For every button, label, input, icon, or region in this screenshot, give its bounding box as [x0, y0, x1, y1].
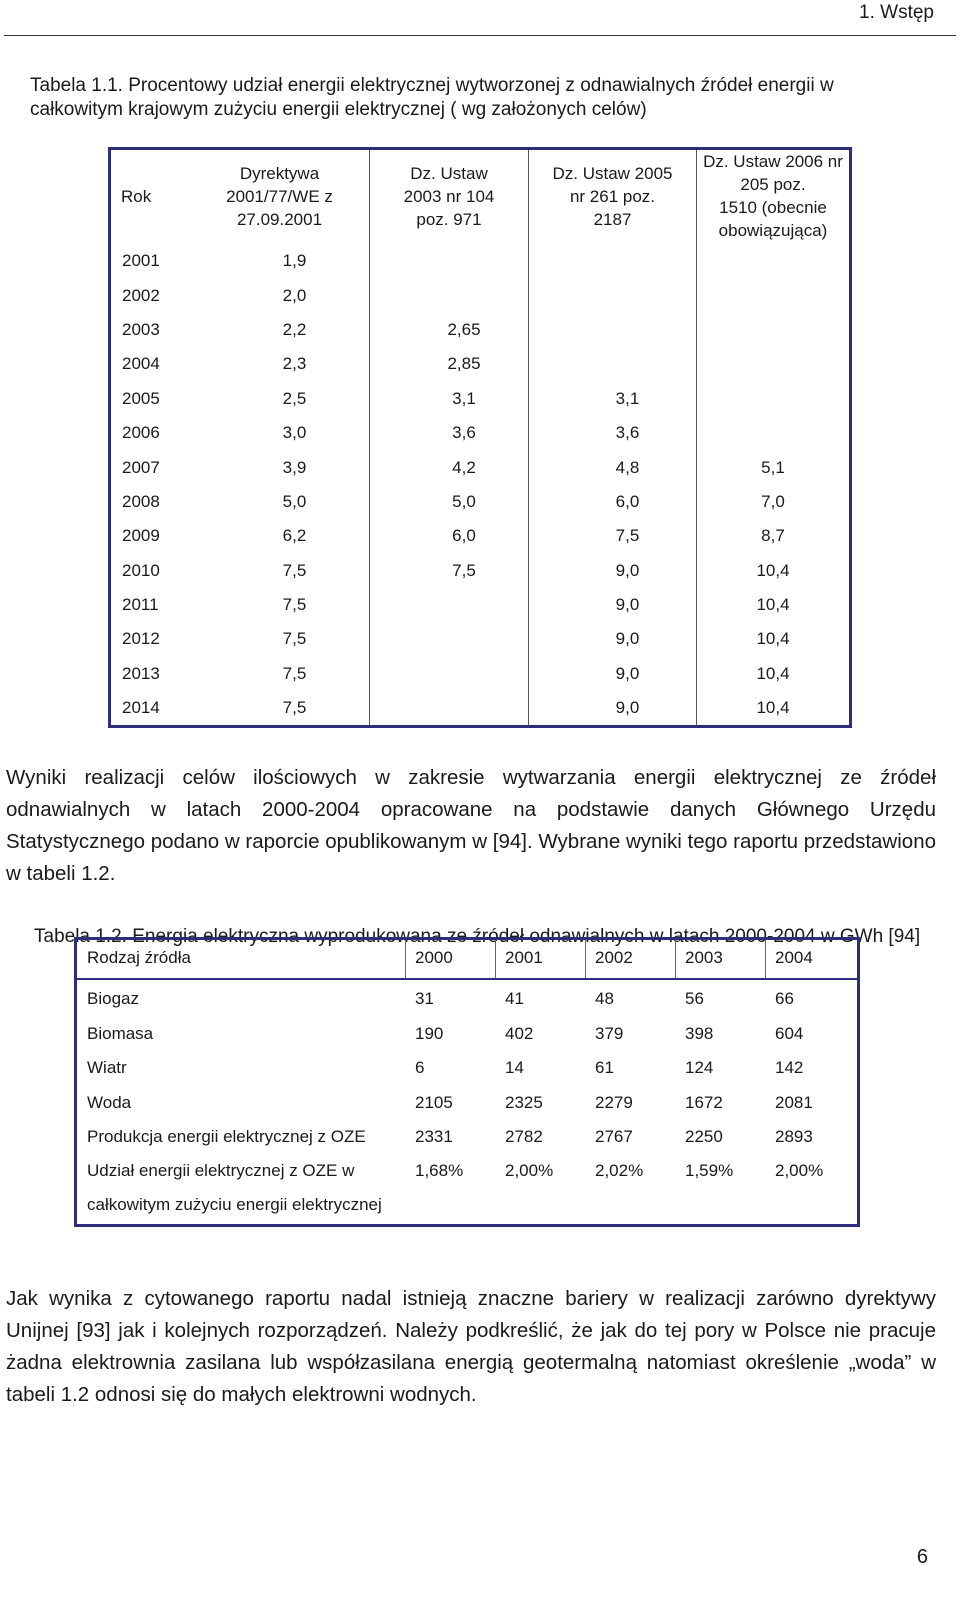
value-cell: 124	[685, 1058, 714, 1077]
header-line: obowiązująca)	[718, 221, 828, 240]
ustaw-2003-cell	[370, 278, 529, 312]
ustaw-2006-cell: 8,7	[697, 519, 851, 553]
table-row	[110, 588, 851, 622]
year-cell: 2002	[122, 285, 160, 305]
header-ustaw-2005	[529, 149, 697, 243]
ustaw-2003-cell	[370, 691, 529, 727]
ustaw-2005-cell: 9,0	[529, 622, 697, 656]
header-year: Rok	[121, 186, 152, 206]
header-year: 2002	[595, 948, 633, 967]
header-line: 2001/77/WE z	[226, 186, 333, 206]
ustaw-2005-cell: 9,0	[529, 657, 697, 691]
value-cell: 61	[595, 1058, 614, 1077]
table-row	[110, 485, 851, 519]
year-cell: 2005	[122, 388, 160, 408]
header-ustaw-2003	[370, 149, 529, 243]
value-cell: 190	[415, 1024, 444, 1043]
table1-header-row	[110, 149, 851, 243]
ustaw-2006-cell	[697, 313, 851, 347]
table-row	[110, 657, 851, 691]
column-separator	[495, 940, 496, 978]
value-cell: 31	[415, 989, 434, 1008]
table-row	[110, 519, 851, 553]
dyrektywa-cell: 2,2	[282, 319, 307, 339]
header-year: 2001	[505, 948, 543, 967]
ustaw-2006-cell: 10,4	[697, 622, 851, 656]
ustaw-2006-cell	[697, 416, 851, 450]
table2-header-divider	[77, 978, 857, 980]
header-line: poz. 971	[416, 209, 482, 229]
energy-production-table	[74, 937, 860, 1227]
ustaw-2003-cell	[370, 622, 529, 656]
table-row	[110, 554, 851, 588]
section-header: 1. Wstęp	[859, 2, 934, 23]
value-cell: 1672	[685, 1093, 723, 1112]
page-number: 6	[916, 1546, 928, 1568]
header-line: Dyrektywa	[239, 163, 320, 183]
table-row	[110, 450, 851, 484]
dyrektywa-cell: 5,0	[282, 491, 307, 511]
ustaw-2005-cell: 3,1	[529, 382, 697, 416]
renewable-share-table	[108, 147, 852, 728]
value-cell: 2105	[415, 1093, 453, 1112]
ustaw-2003-cell: 3,1	[370, 382, 529, 416]
share-value: 1,59%	[685, 1161, 734, 1180]
header-source: Rodzaj źródła	[87, 948, 191, 967]
ustaw-2006-cell	[697, 382, 851, 416]
header-line: 2003 nr 104	[403, 186, 495, 206]
ustaw-2006-cell: 10,4	[697, 554, 851, 588]
dyrektywa-cell: 1,9	[282, 251, 307, 271]
value-cell: 2081	[775, 1093, 813, 1112]
value-cell: 56	[685, 989, 704, 1008]
ustaw-2003-cell: 5,0	[370, 485, 529, 519]
ustaw-2003-cell: 3,6	[370, 416, 529, 450]
header-line: 1510 (obecnie	[719, 198, 827, 217]
ustaw-2006-cell	[697, 347, 851, 381]
year-cell: 2003	[122, 319, 160, 339]
ustaw-2005-cell	[529, 313, 697, 347]
header-line: Dz. Ustaw 2006 nr 205 poz.	[703, 152, 843, 194]
share-value: 2,00%	[505, 1161, 554, 1180]
ustaw-2005-cell	[529, 278, 697, 312]
value-cell: 66	[775, 989, 794, 1008]
ustaw-2006-cell: 10,4	[697, 691, 851, 727]
ustaw-2005-cell	[529, 242, 697, 278]
table-row	[110, 347, 851, 381]
header-year: 2003	[685, 948, 723, 967]
year-cell: 2013	[122, 663, 160, 683]
ustaw-2005-cell: 9,0	[529, 554, 697, 588]
ustaw-2006-cell: 10,4	[697, 657, 851, 691]
dyrektywa-cell: 7,5	[282, 595, 307, 615]
year-cell: 2004	[122, 354, 160, 374]
value-cell: 398	[685, 1024, 714, 1043]
share-value: 2,02%	[595, 1161, 644, 1180]
header-line: Dz. Ustaw 2005	[552, 163, 673, 183]
ustaw-2006-cell	[697, 278, 851, 312]
year-cell: 2009	[122, 526, 160, 546]
ustaw-2003-cell	[370, 657, 529, 691]
dyrektywa-cell: 2,3	[282, 354, 307, 374]
year-cell: 2006	[122, 423, 160, 443]
ustaw-2003-cell: 4,2	[370, 450, 529, 484]
header-dyrektywa	[190, 149, 370, 243]
value-cell: 48	[595, 989, 614, 1008]
value-cell: 379	[595, 1024, 624, 1043]
table-row	[110, 382, 851, 416]
ustaw-2003-cell	[370, 588, 529, 622]
ustaw-2005-cell: 4,8	[529, 450, 697, 484]
value-cell: 2331	[415, 1127, 453, 1146]
ustaw-2003-cell	[370, 242, 529, 278]
year-cell: 2001	[122, 251, 160, 271]
ustaw-2005-cell: 7,5	[529, 519, 697, 553]
source-label: Woda	[87, 1093, 132, 1112]
table-row	[110, 313, 851, 347]
dyrektywa-cell: 7,5	[282, 629, 307, 649]
header-line: 27.09.2001	[236, 209, 323, 229]
value-cell: 604	[775, 1024, 804, 1043]
dyrektywa-cell: 3,9	[282, 457, 307, 477]
year-cell: 2008	[122, 491, 160, 511]
header-line: Dz. Ustaw	[410, 163, 488, 183]
share-label: Udział energii elektrycznej z OZE w	[87, 1161, 355, 1180]
header-line: 2187	[593, 209, 632, 229]
ustaw-2003-cell: 2,85	[370, 347, 529, 381]
ustaw-2005-cell: 9,0	[529, 588, 697, 622]
header-rule	[4, 35, 956, 36]
ustaw-2006-cell: 10,4	[697, 588, 851, 622]
table-row	[110, 278, 851, 312]
share-value: 2,00%	[775, 1161, 824, 1180]
share-label: całkowitym zużyciu energii elektrycznej	[87, 1195, 382, 1214]
table-row	[110, 416, 851, 450]
table2-caption: Tabela 1.2. Energia elektryczna wyprodukowana ze źródeł odnawialnych w latach 2000-2004 w GWh [94]	[34, 926, 921, 947]
header-line: nr 261 poz.	[569, 186, 656, 206]
table-row	[110, 622, 851, 656]
value-cell: 2767	[595, 1127, 633, 1146]
dyrektywa-cell: 2,0	[282, 285, 307, 305]
year-cell: 2011	[122, 595, 159, 615]
value-cell: 2782	[505, 1127, 543, 1146]
table-row	[110, 242, 851, 278]
value-cell: 142	[775, 1058, 804, 1077]
value-cell: 2250	[685, 1127, 723, 1146]
ustaw-2003-cell: 6,0	[370, 519, 529, 553]
value-cell: 14	[505, 1058, 524, 1077]
ustaw-2003-cell: 2,65	[370, 313, 529, 347]
paragraph-conclusion: Jak wynika z cytowanego raportu nadal istnieją znaczne bariery w realizacji zarówno dyrektywy Unijnej [93] jak i kolejnych rozporządzeń. Należy podkreślić, że jak do tej pory w Polsce nie pracuje żadna elektrownia zasilana lub współzasilana energią geotermalną natomiast określenie „woda” w tabeli 1.2 odnosi się do małych elektrowni wodnych.	[6, 1287, 936, 1406]
ustaw-2005-cell: 6,0	[529, 485, 697, 519]
value-cell: 402	[505, 1024, 534, 1043]
column-separator	[585, 940, 586, 978]
dyrektywa-cell: 7,5	[282, 560, 307, 580]
ustaw-2006-cell: 5,1	[697, 450, 851, 484]
dyrektywa-cell: 6,2	[282, 526, 307, 546]
header-year: 2004	[775, 948, 813, 967]
year-cell: 2014	[122, 698, 160, 718]
header-ustaw-2006	[697, 149, 851, 243]
ustaw-2005-cell	[529, 347, 697, 381]
ustaw-2005-cell: 9,0	[529, 691, 697, 727]
value-cell: 2279	[595, 1093, 633, 1112]
value-cell: 2325	[505, 1093, 543, 1112]
source-label: Wiatr	[87, 1058, 127, 1077]
table1-caption: Tabela 1.1. Procentowy udział energii elektrycznej wytworzonej z odnawialnych źródeł energii w całkowitym krajowym zużyciu energii elektrycznej ( wg założonych celów)	[30, 75, 834, 120]
dyrektywa-cell: 7,5	[282, 698, 307, 718]
paragraph-results: Wyniki realizacji celów ilościowych w zakresie wytwarzania energii elektrycznej ze źródeł odnawialnych w latach 2000-2004 opracowane na podstawie danych Głównego Urzędu Statystycznego podano w raporcie opublikowanym w [94]. Wybrane wyniki tego raportu przedstawiono w tabeli 1.2.	[6, 766, 936, 885]
header-year: 2000	[415, 948, 453, 967]
ustaw-2006-cell: 7,0	[697, 485, 851, 519]
ustaw-2003-cell: 7,5	[370, 554, 529, 588]
column-separator	[675, 940, 676, 978]
table-row	[110, 691, 851, 727]
ustaw-2005-cell: 3,6	[529, 416, 697, 450]
value-cell: 2893	[775, 1127, 813, 1146]
year-cell: 2010	[122, 560, 160, 580]
year-cell: 2007	[122, 457, 160, 477]
year-cell: 2012	[122, 629, 160, 649]
dyrektywa-cell: 3,0	[282, 423, 307, 443]
column-separator	[765, 940, 766, 978]
value-cell: 6	[415, 1058, 425, 1077]
source-label: Biogaz	[87, 989, 139, 1008]
ustaw-2006-cell	[697, 242, 851, 278]
source-label: Biomasa	[87, 1024, 154, 1043]
column-separator	[405, 940, 406, 978]
share-value: 1,68%	[415, 1161, 464, 1180]
source-label: Produkcja energii elektrycznej z OZE	[87, 1127, 366, 1146]
dyrektywa-cell: 2,5	[282, 388, 307, 408]
dyrektywa-cell: 7,5	[282, 663, 307, 683]
value-cell: 41	[505, 989, 524, 1008]
